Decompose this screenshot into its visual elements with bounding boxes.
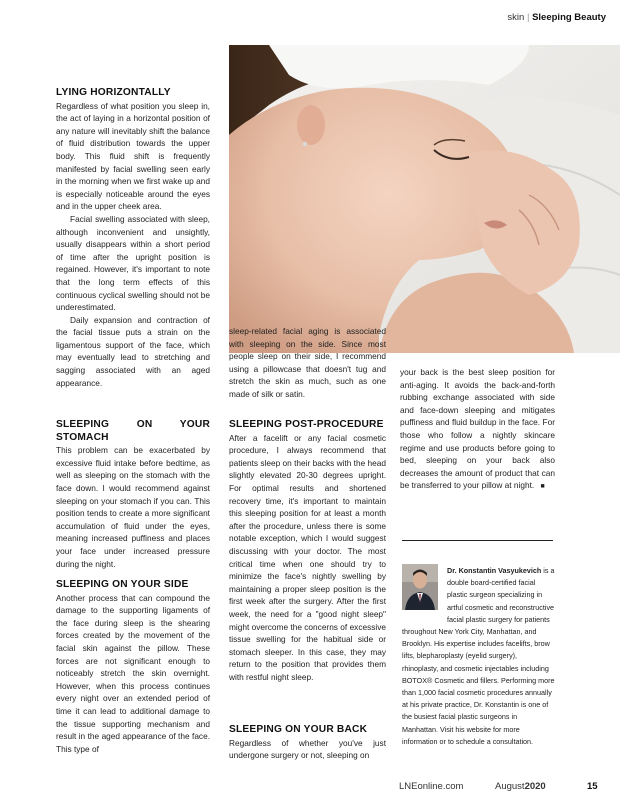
paragraph: Another process that can compound the damage to the supporting ligaments of the face during sleep is the shearing forces created by the movement of the facial skin against the pillow. These forces are not significant enough to noticeably stretch the skin overnight. However, when this process continues every night over an extended period of time it can lead to additional damage to the tissue supporting mechanism and result in the aged appearance of the face. This type of (56, 592, 210, 754)
header-section: skin (507, 12, 525, 23)
paragraph: Daily expansion and contraction of the facial tissue puts a strain on the ligamentous support of the face, which may eventually lead to stretching and sagging associated with an aged appearance. (56, 314, 210, 388)
sleeping-woman-illustration (229, 45, 620, 353)
footer-date (495, 781, 546, 792)
heading-sleeping-on-back: SLEEPING ON YOUR BACK (229, 724, 368, 735)
bio-photo-spacer (402, 565, 447, 615)
bio-text (402, 565, 555, 748)
paragraph: your back is the best sleep position for anti-aging. It avoids the back-and-forth rubbing exchange associated with side and face-down sleeping and mitigates puffiness and fluid buildup in the face. For those who follow a nightly skincare regime and use products before going to bed, sleeping on your back also decreases the amount of product that can be transferred to your pillow at night. (400, 367, 555, 491)
heading-sleeping-on-stomach: SLEEPING ON YOUR STOMACH (56, 419, 210, 443)
author-name: Dr. Konstantin Vasyukevich (447, 566, 542, 575)
header-divider: | (526, 12, 530, 23)
header-title: Sleeping Beauty (532, 12, 606, 23)
heading-sleeping-on-side: SLEEPING ON YOUR SIDE (56, 579, 189, 590)
column-2 (229, 325, 386, 401)
paragraph: Regardless of whether you've just undergone surgery or not, sleeping on (229, 737, 386, 761)
paragraph: Facial swelling associated with sleep, although inconvenient and unsightly, usually disappears within a short period of time after the upright position is regained. However, it's important to note that the long term effects of this continuous cyclical swelling should not be underestimated. (56, 213, 210, 313)
footer-year: 2020 (524, 781, 546, 792)
column-3 (400, 366, 555, 494)
bio-divider (402, 540, 553, 541)
heading-sleeping-post-procedure: SLEEPING POST-PROCEDURE (229, 419, 384, 430)
column-2-back (229, 724, 386, 762)
paragraph: After a facelift or any facial cosmetic procedure, I always recommend that patients sleep on their backs with the head slightly elevated 20-30 degrees upright. For optimal results and shortened recovery time, it's important to maintain this sleeping position for at least a month after the procedure, unless there is some notable exception, which I would suggest discussing with your doctor. The most critical time when one should try to minimize the face's nightly swelling by maintaining a proper sleep position is the first week after the surgery. After the first week, the need for a "good night sleep" might overcome the concerns of excessive tissue swelling for the habitual side or stomach sleeper. In this case, they may return to the position that provides them with restful night sleep. (229, 432, 386, 682)
column-2-post-procedure (229, 419, 386, 683)
page-number: 15 (587, 781, 598, 792)
paragraph: Regardless of what position you sleep in, the act of laying in a horizontal position of any nature will inevitably shift the balance of fluid distribution towards the upper body. This fluid shift is frequently manifested by facial swelling seen early in the morning when we first wake up and is especially noticeable around the eyes and in the upper cheek area. (56, 100, 210, 212)
paragraph: This problem can be exacerbated by excessive fluid intake before bedtime, as well as sleeping on the stomach with the face down. I would recommend against sleeping on your stomach if you can. This position tends to create a more significant accumulation of fluid under the eyes, meaning increased puffiness and places your face under increased pressure during the night. (56, 445, 210, 569)
heading-lying-horizontally: LYING HORIZONTALLY (56, 87, 171, 98)
running-header (507, 12, 606, 23)
paragraph: sleep-related facial aging is associated with sleeping on the side. Since most people sleep on their side, I recommend using a pillowcase that doesn't tug and stretch the skin as much, such as one made of silk or satin. (229, 326, 386, 399)
footer-month: August (495, 781, 525, 792)
column-1 (56, 87, 210, 389)
author-bio: is a double board-certified facial plastic surgeon specializing in artful cosmetic and reconstructive facial plastic surgery for patients throughout New York City, Manhattan, and Brooklyn. His expertise includes facelifts, brow lifts, blepharoplasty (eyelid surgery), rhinoplasty, and cosmetic injectables including BOTOX® Cosmetic and fillers. Performing more than 1,000 facial cosmetic procedures annually at his private practice, Dr. Konstantin is one of the busiest facial plastic surgeons in Manhattan. Visit his website for more information or to schedule a consultation. (402, 566, 555, 746)
footer-site: LNEonline.com (399, 781, 464, 792)
column-1-side (56, 579, 210, 755)
hero-photo-sleeping-woman (229, 45, 620, 353)
end-mark: ■ (540, 483, 545, 491)
column-1-stomach (56, 419, 210, 570)
